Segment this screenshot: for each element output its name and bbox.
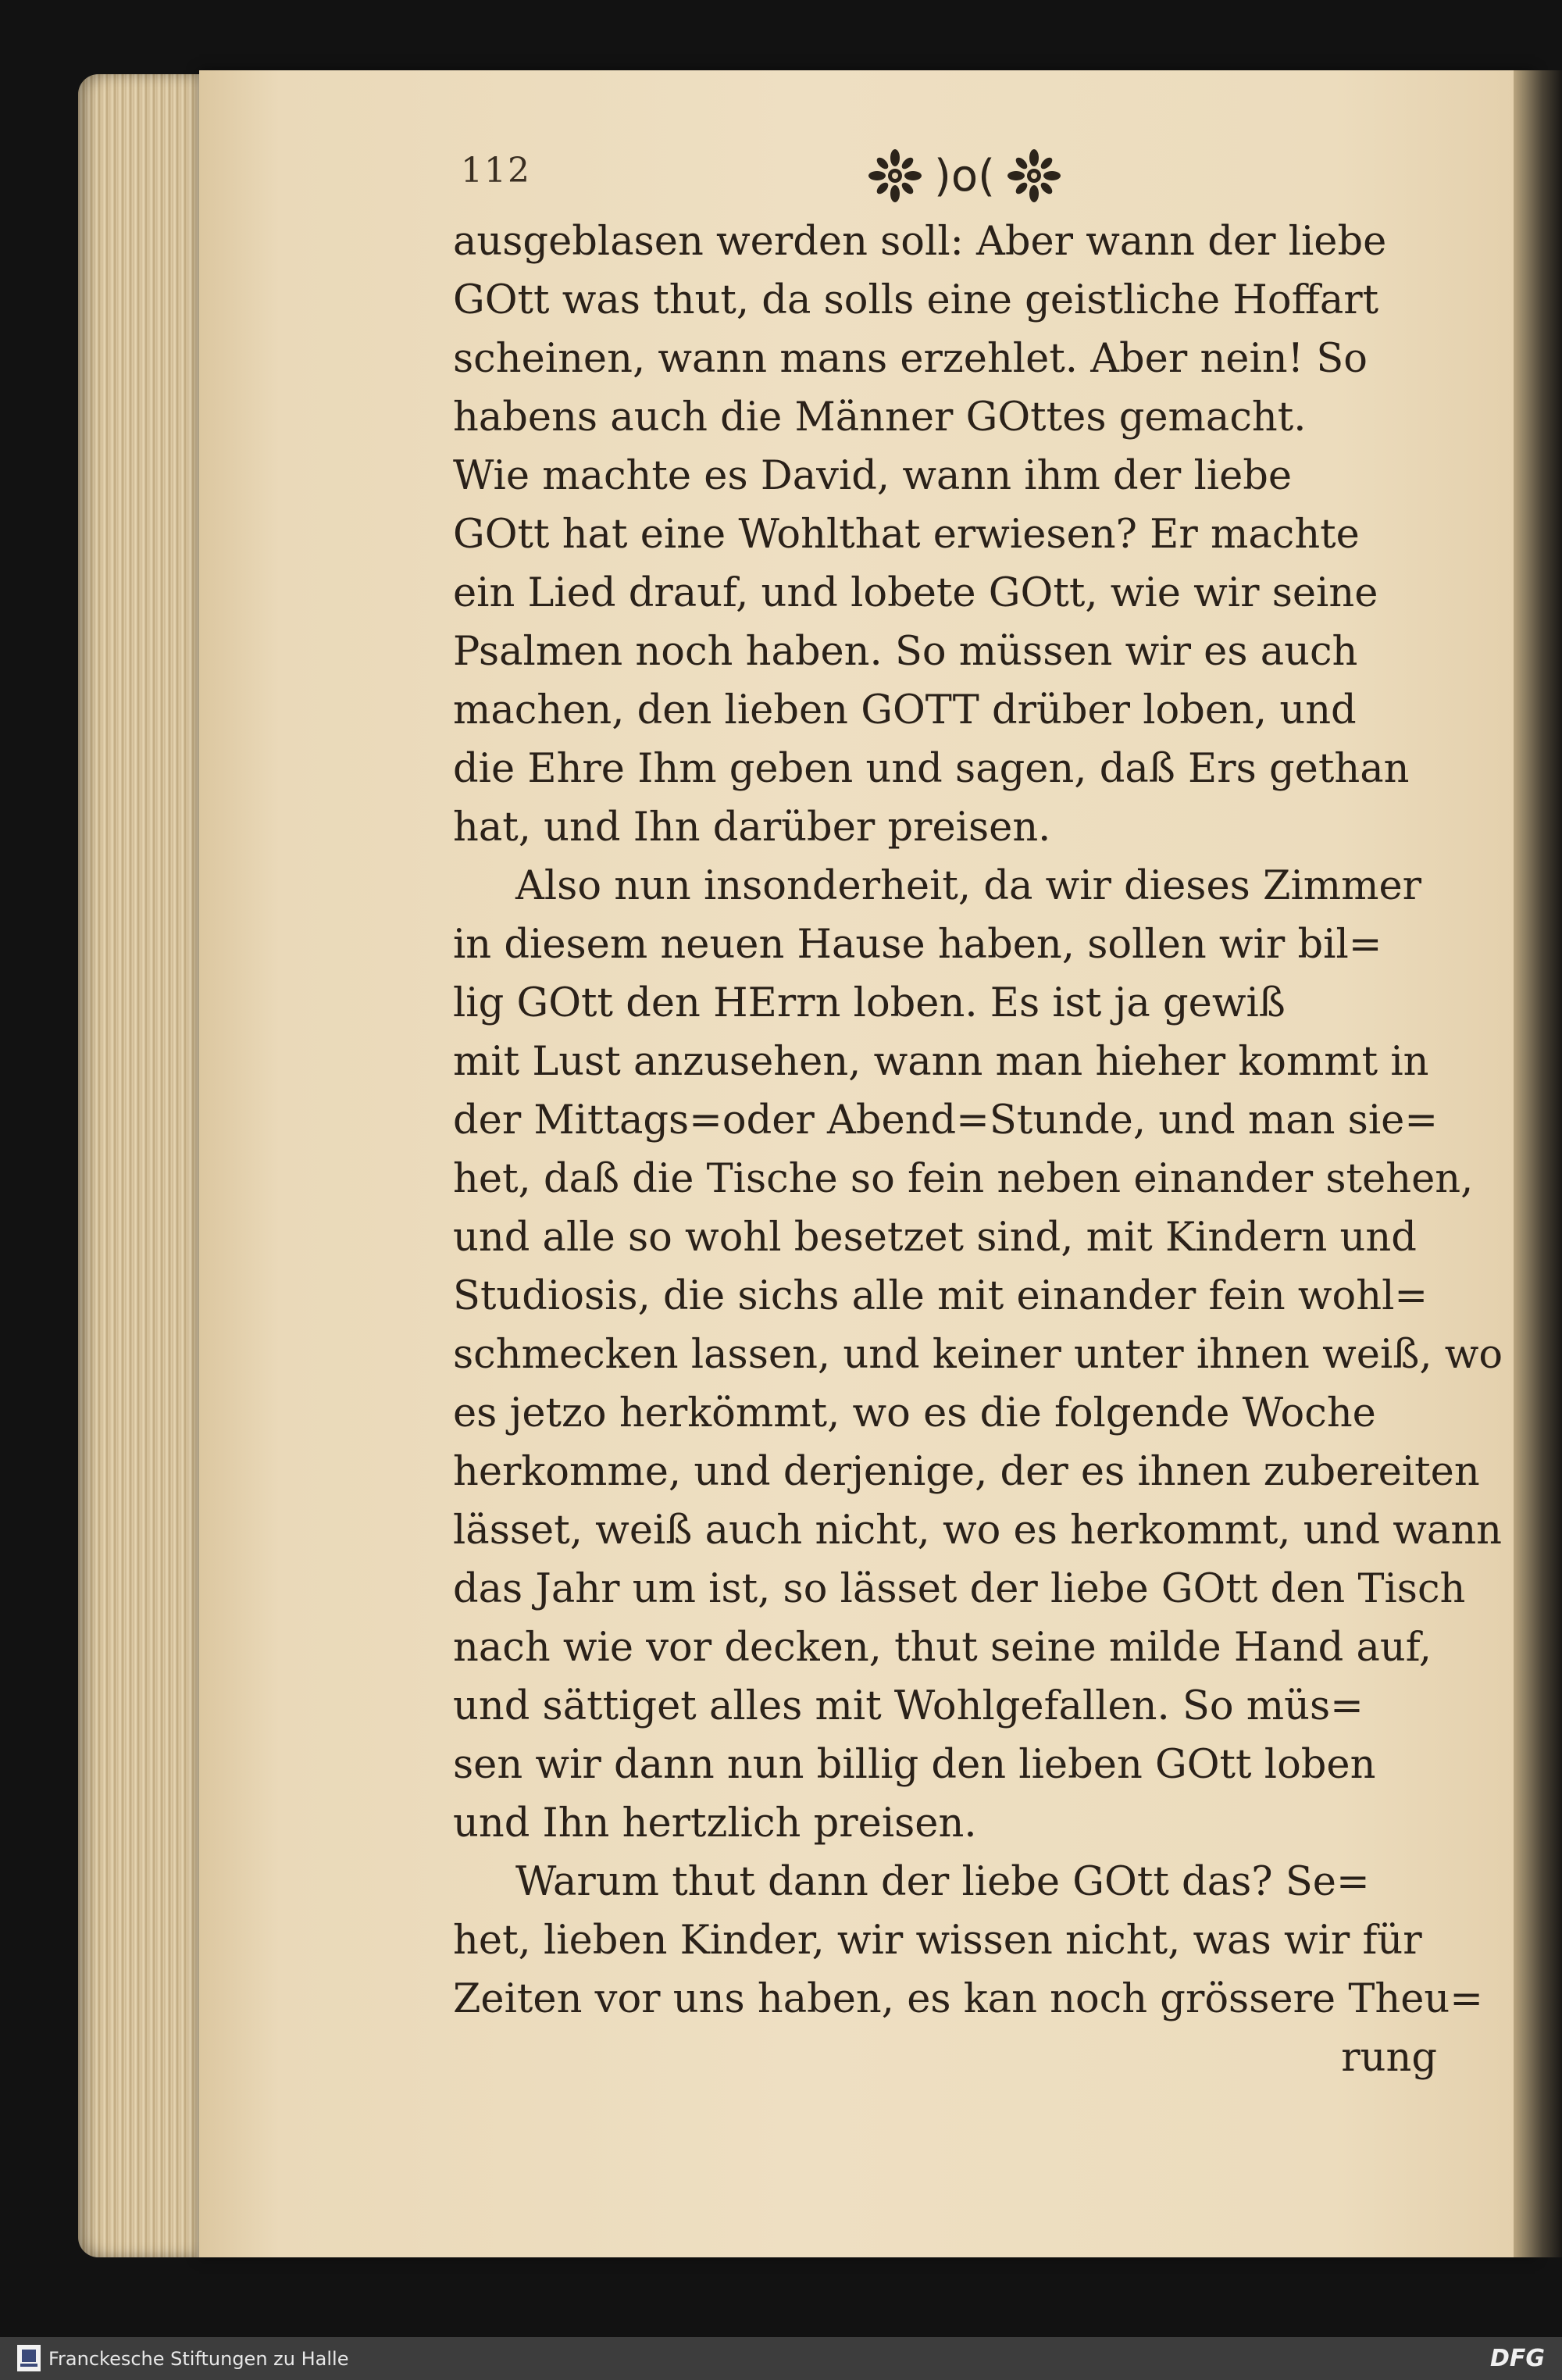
- text-line: mit Lust anzusehen, wann man hieher kommt in: [453, 1039, 1429, 1085]
- text-line: der Mittags=oder Abend=Stunde, und man sie=: [453, 1097, 1439, 1144]
- page-header: [461, 145, 1476, 207]
- text-line: GOtt hat eine Wohlthat erwiesen? Er machte: [453, 512, 1360, 558]
- text-line: scheinen, wann mans erzehlet. Aber nein! So: [453, 336, 1368, 382]
- text-line: GOtt was thut, da solls eine geistliche Hoffart: [453, 277, 1379, 323]
- text-line: habens auch die Männer GOttes gemacht.: [453, 394, 1307, 441]
- text-line: Also nun insonderheit, da wir dieses Zimmer: [515, 863, 1422, 909]
- text-line: schmecken lassen, und keiner unter ihnen weiß, wo: [453, 1332, 1503, 1378]
- text-line: Wie machte es David, wann ihm der liebe: [453, 453, 1293, 499]
- text-line: und sättiget alles mit Wohlgefallen. So müs=: [453, 1683, 1364, 1729]
- text-line: es jetzo herkömmt, wo es die folgende Woche: [453, 1390, 1376, 1436]
- text-line: Warum thut dann der liebe GOtt das? Se=: [515, 1859, 1370, 1905]
- text-line: und alle so wohl besetzet sind, mit Kindern und: [453, 1215, 1417, 1261]
- text-line: ein Lied drauf, und lobete GOtt, wie wir seine: [453, 570, 1378, 616]
- text-line: lig GOtt den HErrn loben. Es ist ja gewiß: [453, 980, 1286, 1026]
- text-line: hat, und Ihn darüber preisen.: [453, 805, 1051, 851]
- text-line: herkomme, und derjenige, der es ihnen zubereiten: [453, 1449, 1480, 1495]
- text-line: in diesem neuen Hause haben, sollen wir bil=: [453, 922, 1382, 968]
- text-line: het, daß die Tische so fein neben einander stehen,: [453, 1156, 1474, 1202]
- viewer-footer: [0, 2337, 1562, 2380]
- text-line: Studiosis, die sichs alle mit einander fein wohl=: [453, 1273, 1428, 1319]
- flower-ornament-icon: [867, 148, 923, 204]
- text-line: Zeiten vor uns haben, es kan noch grössere Theu=: [453, 1976, 1483, 2022]
- text-line: machen, den lieben GOTT drüber loben, und: [453, 687, 1357, 733]
- catchword: rung: [1341, 2035, 1437, 2081]
- franckesche-stiftungen-logo-icon: [17, 2345, 41, 2371]
- page-number: 112: [461, 151, 531, 191]
- text-line: lässet, weiß auch nicht, wo es herkommt, und wann: [453, 1508, 1503, 1554]
- header-ornament: [867, 145, 1062, 207]
- text-line: ausgeblasen werden soll: Aber wann der liebe: [453, 219, 1387, 265]
- text-line: und Ihn hertzlich preisen.: [453, 1800, 977, 1847]
- text-line: het, lieben Kinder, wir wissen nicht, was wir für: [453, 1918, 1422, 1964]
- text-line: nach wie vor decken, thut seine milde Hand auf,: [453, 1625, 1432, 1671]
- ornament-text: )o(: [934, 150, 995, 202]
- footer-institution: Franckesche Stiftungen zu Halle: [48, 2348, 349, 2370]
- text-line: Psalmen noch haben. So müssen wir es auch: [453, 629, 1358, 675]
- dfg-logo: DFG: [1489, 2345, 1545, 2372]
- text-line: die Ehre Ihm geben und sagen, daß Ers gethan: [453, 746, 1410, 792]
- page-gutter-shadow: [1514, 70, 1562, 2257]
- body-text: [453, 212, 1503, 2087]
- text-line: das Jahr um ist, so lässet der liebe GOtt den Tisch: [453, 1566, 1466, 1612]
- text-line: sen wir dann nun billig den lieben GOtt loben: [453, 1742, 1376, 1788]
- flower-ornament-icon: [1006, 148, 1062, 204]
